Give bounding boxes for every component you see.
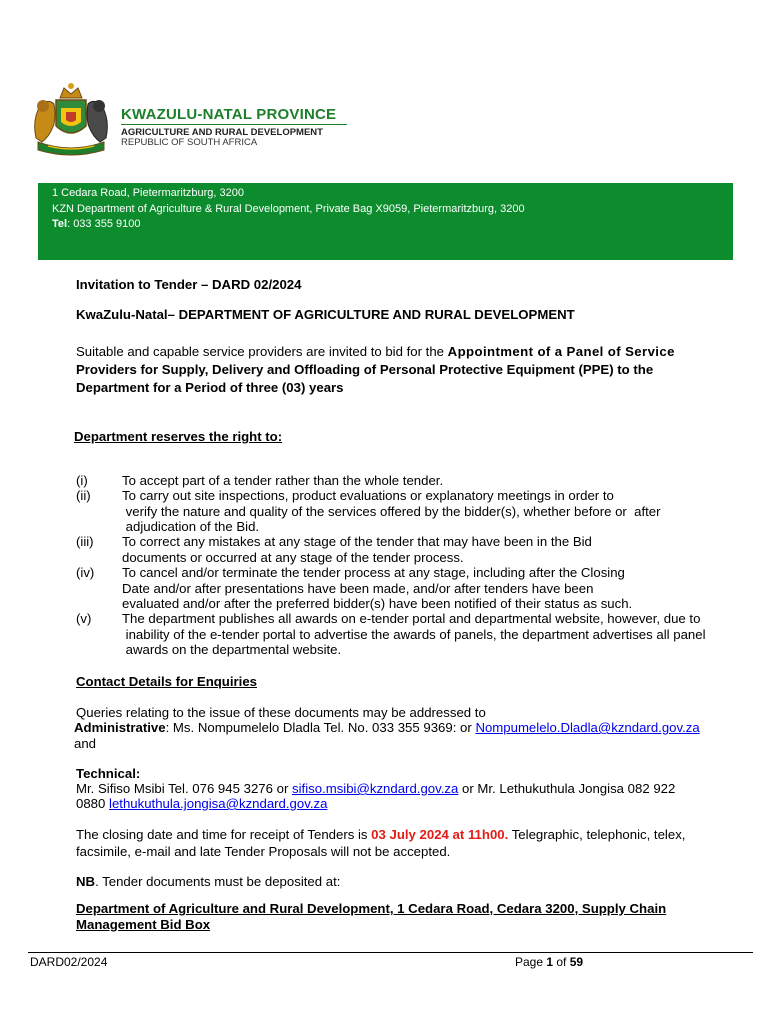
page-current: 1 (546, 955, 554, 969)
deposit-address-line-1: Department of Agriculture and Rural Development, 1 Cedara Road, Cedara 3200, Supply Chain (76, 901, 667, 916)
tender-title: Invitation to Tender – DARD 02/2024 (76, 277, 302, 292)
list-item-line: To cancel and/or terminate the tender process at any stage, including after the Closing (122, 565, 625, 580)
technical-label: Technical: (76, 766, 141, 781)
closing-date: 03 July 2024 at 11h00. (371, 827, 509, 842)
list-item-number: (iii) (76, 534, 94, 549)
closing-line-1 (76, 826, 685, 843)
address-band (38, 183, 733, 260)
list-item-line: To correct any mistakes at any stage of the tender that may have been in the Bid (122, 534, 592, 549)
technical-email-link-2[interactable]: lethukuthula.jongisa@kzndard.gov.za (109, 796, 328, 811)
technical-email-link-1[interactable]: sifiso.msibi@kzndard.gov.za (292, 781, 459, 796)
and-text: and (74, 736, 97, 751)
list-item-number: (ii) (76, 488, 91, 503)
footer-doc-ref: DARD02/2024 (30, 955, 108, 969)
closing-line-2: facsimile, e-mail and late Tender Proposals will not be accepted. (76, 844, 451, 859)
list-item-number: (i) (76, 473, 88, 488)
technical-text-1: Mr. Sifiso Msibi Tel. 076 945 3276 or (76, 781, 292, 796)
list-item-line: The department publishes all awards on e-tender portal and departmental website, however, due to (122, 611, 701, 626)
technical-text-2: or Mr. Lethukuthula Jongisa 082 922 (458, 781, 676, 796)
header-divider (121, 124, 347, 125)
list-item-line: documents or occurred at any stage of the tender process. (122, 549, 464, 565)
list-item-number: (v) (76, 611, 92, 626)
list-item-text (122, 611, 762, 658)
administrative-email-link[interactable]: Nompumelelo.Dladla@kzndard.gov.za (475, 720, 700, 735)
telephone-label: Tel (52, 218, 68, 230)
list-item-text (122, 488, 762, 535)
nb-line (76, 873, 340, 890)
nb-text: . Tender documents must be deposited at: (95, 874, 341, 889)
contact-heading: Contact Details for Enquiries (76, 674, 257, 689)
rights-heading: Department reserves the right to: (74, 429, 283, 444)
telephone-line (52, 218, 140, 230)
department-heading: KwaZulu-Natal– DEPARTMENT OF AGRICULTURE AND RURAL DEVELOPMENT (76, 307, 575, 322)
list-item-number: (iv) (76, 565, 95, 580)
telephone-value: : 033 355 9100 (67, 218, 141, 230)
list-item-text (122, 534, 762, 565)
queries-text: Queries relating to the issue of these documents may be addressed to (76, 705, 486, 720)
address-line-1: 1 Cedara Road, Pietermaritzburg, 3200 (52, 187, 244, 199)
address-line-2: KZN Department of Agriculture & Rural Development, Private Bag X9059, Pietermaritzburg, 3200 (52, 203, 525, 215)
province-title: KWAZULU-NATAL PROVINCE (121, 106, 337, 123)
list-item-line: awards on the departmental website. (122, 642, 342, 657)
administrative-contact (74, 719, 700, 736)
page-number (515, 955, 583, 969)
closing-text-1: The closing date and time for receipt of Tenders is (76, 827, 372, 842)
coat-of-arms-icon (28, 80, 114, 160)
intro-bold-2-text: Providers for Supply, Delivery and Offloading of Personal Protective Equipment (PPE) to the (76, 362, 654, 377)
list-item-line: verify the nature and quality of the services offered by the bidder(s), whether before or after (122, 503, 661, 519)
technical-text-3: 0880 (76, 796, 110, 811)
list-item-text (122, 473, 762, 489)
page-of: of (553, 955, 570, 969)
nb-label: NB (76, 874, 96, 889)
page-label: Page (515, 955, 547, 969)
intro-plain: Suitable and capable service providers are invited to bid for the (76, 344, 448, 359)
list-item-line: evaluated and/or after the preferred bidder(s) have been notified of their status as such. (122, 596, 633, 611)
list-item-line: inability of the e-tender portal to advertise the awards of panels, the department advertises all panel (122, 626, 706, 642)
list-item-line: To accept part of a tender rather than the whole tender. (122, 473, 444, 488)
deposit-address-line-2: Management Bid Box (76, 917, 211, 932)
list-item-line: To carry out site inspections, product evaluations or explanatory meetings in order to (122, 488, 614, 503)
technical-contact-line-2 (76, 795, 327, 812)
coat-of-arms-logo (28, 80, 114, 160)
list-item-line: adjudication of the Bid. (122, 519, 260, 534)
list-item-text (122, 565, 762, 612)
administrative-label: Administrative (74, 720, 166, 735)
list-item-line: Date and/or after presentations have been made, and/or after tenders have been (122, 580, 594, 596)
department-name: AGRICULTURE AND RURAL DEVELOPMENT (121, 127, 323, 138)
intro-bold-2 (76, 361, 653, 378)
intro-bold-3: Department for a Period of three (03) years (76, 380, 344, 395)
closing-text-2: Telegraphic, telephonic, telex, (508, 827, 686, 842)
page-total: 59 (569, 955, 584, 969)
intro-line-1 (76, 343, 675, 360)
intro-bold-1: Appointment of a Panel of Service (447, 344, 675, 359)
footer-divider (28, 952, 753, 953)
country-name: REPUBLIC OF SOUTH AFRICA (121, 137, 258, 148)
administrative-text: : Ms. Nompumelelo Dladla Tel. No. 033 355 9369: or (165, 720, 476, 735)
